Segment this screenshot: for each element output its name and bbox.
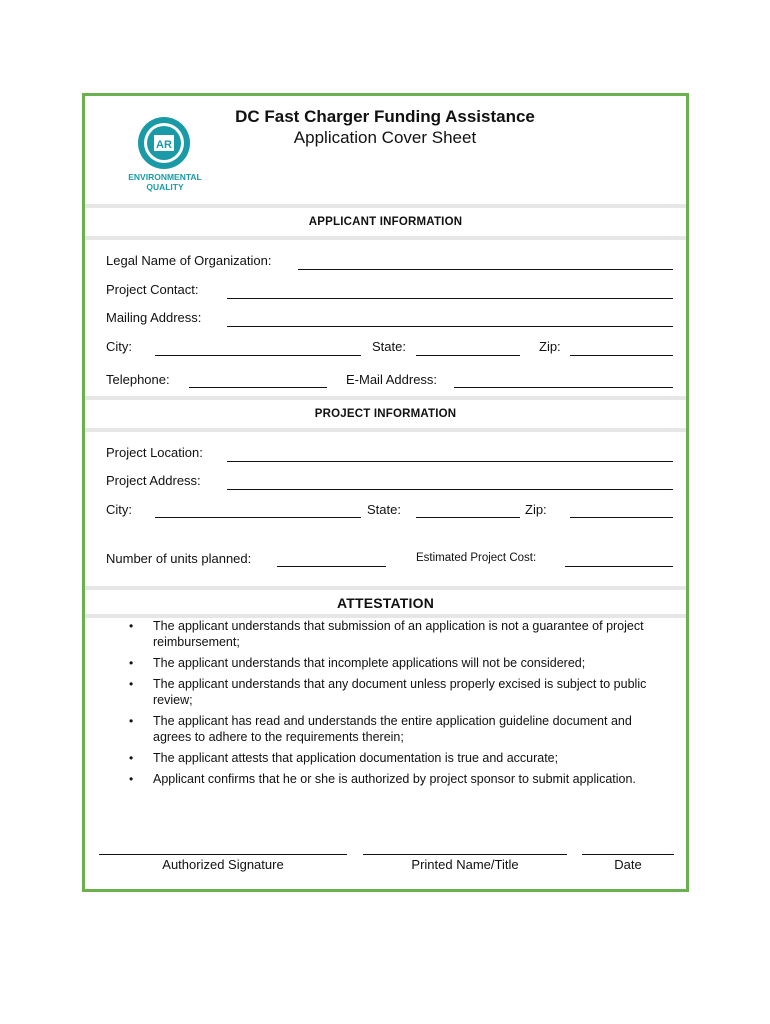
list-item: • The applicant has read and understands the entire application guideline document and agrees to adhere to the requirements therein;: [129, 713, 669, 745]
list-item: • The applicant understands that any document unless properly excised is subject to public review;: [129, 676, 669, 708]
list-item: • Applicant confirms that he or she is authorized by project sponsor to submit application.: [129, 771, 669, 787]
section-heading-project: PROJECT INFORMATION: [85, 396, 686, 432]
section-heading-applicant: APPLICANT INFORMATION: [85, 204, 686, 240]
project-location-label: Project Location:: [106, 445, 203, 460]
project-zip-field[interactable]: [570, 517, 673, 518]
form-frame: [82, 93, 689, 892]
list-item: • The applicant attests that application documentation is true and accurate;: [129, 750, 669, 766]
legal-name-label: Legal Name of Organization:: [106, 253, 272, 268]
date-field[interactable]: [582, 854, 674, 855]
project-location-field[interactable]: [227, 461, 673, 462]
email-label: E-Mail Address:: [346, 372, 438, 387]
date-label: Date: [614, 857, 642, 872]
estimated-cost-field[interactable]: [565, 566, 673, 567]
applicant-zip-field[interactable]: [570, 355, 673, 356]
logo-text-line2: QUALITY: [146, 182, 184, 192]
estimated-cost-label: Estimated Project Cost:: [416, 552, 537, 564]
telephone-label: Telephone:: [106, 372, 170, 387]
legal-name-field[interactable]: [298, 269, 673, 270]
page-title: DC Fast Charger Funding Assistance: [235, 107, 535, 126]
mailing-address-label: Mailing Address:: [106, 310, 202, 325]
page-subtitle: Application Cover Sheet: [293, 128, 477, 147]
logo-text-line1: ENVIRONMENTAL: [128, 172, 202, 182]
project-address-field[interactable]: [227, 489, 673, 490]
mailing-address-field[interactable]: [227, 326, 673, 327]
project-state-label: State:: [367, 502, 401, 517]
project-state-field[interactable]: [416, 517, 520, 518]
applicant-state-label: State:: [372, 339, 406, 354]
project-address-label: Project Address:: [106, 473, 201, 488]
applicant-state-field[interactable]: [416, 355, 520, 356]
printed-name-field[interactable]: [363, 854, 567, 855]
project-contact-label: Project Contact:: [106, 282, 199, 297]
units-planned-label: Number of units planned:: [106, 551, 252, 566]
project-city-field[interactable]: [155, 517, 361, 518]
section-heading-attestation: ATTESTATION: [85, 586, 686, 618]
applicant-zip-label: Zip:: [539, 339, 561, 354]
project-city-label: City:: [106, 502, 132, 517]
applicant-city-label: City:: [106, 339, 132, 354]
list-item: • The applicant understands that incomplete applications will not be considered;: [129, 655, 669, 671]
project-zip-label: Zip:: [525, 502, 547, 517]
telephone-field[interactable]: [189, 387, 327, 388]
list-item: • The applicant understands that submission of an application is not a guarantee of project reimbursement;: [129, 618, 669, 650]
applicant-city-field[interactable]: [155, 355, 361, 356]
seal-mark: AR: [156, 139, 172, 151]
email-field[interactable]: [454, 387, 673, 388]
printed-name-label: Printed Name/Title: [411, 857, 519, 872]
signature-field[interactable]: [99, 854, 347, 855]
units-planned-field[interactable]: [277, 566, 386, 567]
signature-label: Authorized Signature: [162, 857, 284, 872]
attestation-list: [129, 618, 669, 792]
logo-text: [115, 172, 215, 192]
project-contact-field[interactable]: [227, 298, 673, 299]
